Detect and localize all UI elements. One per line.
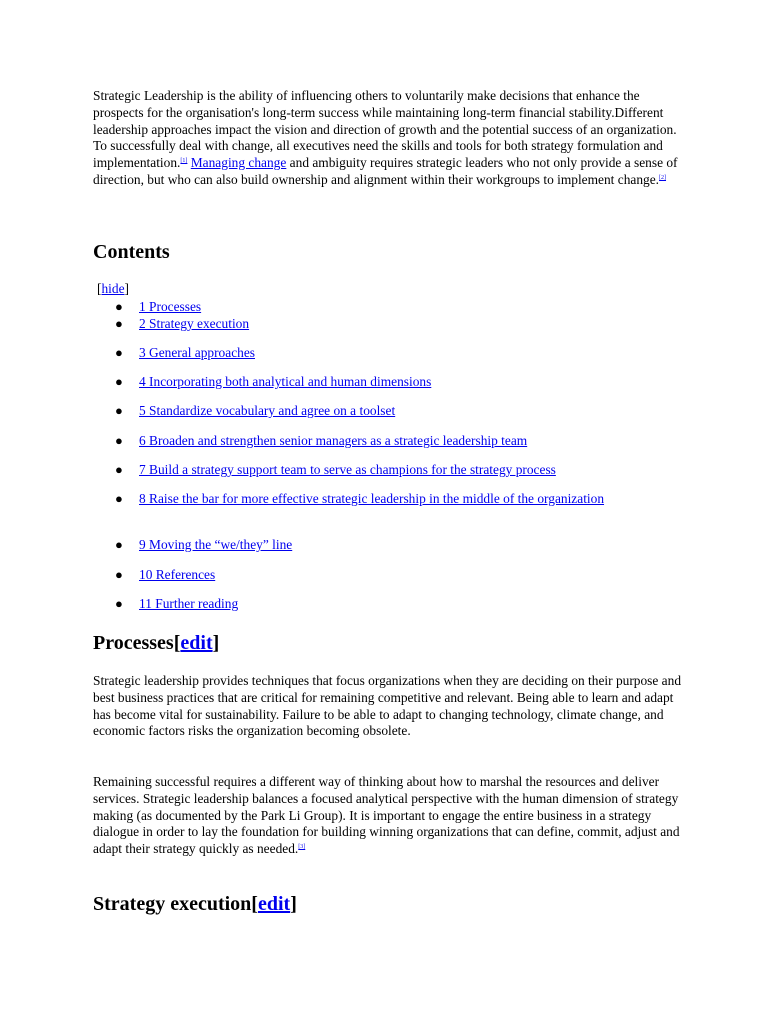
toc-link-7[interactable]: 7 Build a strategy support team to serve as champions for the strategy process (139, 462, 556, 477)
toc-item-1 (115, 298, 619, 315)
intro-text-1: Strategic Leadership is the ability of influencing others to voluntarily make decisions that enhance the prospects for the organisation's long-term success while maintaining long-term financial stability.Different leadership approaches impact the vision and direction of growth and the potential success of an organization. To successfully deal with change, all executives need the skills and tools for both strategy formulation and implementation. (93, 88, 677, 171)
toc-item-4 (115, 373, 619, 390)
citation-link-1[interactable]: [1] (180, 158, 188, 165)
bullet-icon: ● (115, 316, 123, 331)
bullet-icon: ● (115, 403, 123, 418)
toc-link-10[interactable]: 10 References (139, 567, 216, 582)
toc-item-10 (115, 566, 619, 583)
citation-link-3[interactable]: [3] (298, 844, 306, 851)
toc-link-2[interactable]: 2 Strategy execution (139, 316, 250, 331)
strategy-execution-title: Strategy execution (93, 893, 252, 915)
toc-link-4[interactable]: 4 Incorporating both analytical and human dimensions (139, 374, 432, 389)
bullet-icon: ● (115, 596, 123, 611)
contents-heading: Contents (93, 241, 170, 263)
toc-item-3 (115, 344, 619, 361)
toc-item-6 (115, 432, 619, 449)
bullet-icon: ● (115, 374, 123, 389)
toc-link-5[interactable]: 5 Standardize vocabulary and agree on a toolset (139, 403, 396, 418)
toc-link-8[interactable]: 8 Raise the bar for more effective strategic leadership in the middle of the organization (139, 491, 605, 506)
toc-link-1[interactable]: 1 Processes (139, 299, 202, 314)
toc-link-9[interactable]: 9 Moving the “we/they” line (139, 537, 293, 552)
processes-paragraph-2 (93, 774, 683, 858)
strategy-execution-edit-link[interactable]: edit (257, 893, 291, 915)
processes-paragraph-1: Strategic leadership provides techniques that focus organizations when they are deciding on their purpose and best business practices that are critical for remaining competitive and relevant. Being able to learn and adapt has become vital for sustainability. Failure to be able to adapt to changing technology, climate change, and economic factors risks the organization becoming obsolete. (93, 673, 682, 739)
bullet-icon: ● (115, 433, 123, 448)
managing-change-link[interactable]: Managing change (190, 155, 287, 171)
toc-link-11[interactable]: 11 Further reading (139, 596, 239, 611)
bullet-icon: ● (115, 491, 123, 506)
toc-item-2 (115, 315, 619, 332)
bullet-icon: ● (115, 567, 123, 582)
toc-toggle: [hide] (97, 281, 129, 296)
toc-hide-link[interactable]: hide (101, 281, 125, 296)
intro-text-2: and ambiguity requires strategic leaders who not only provide a sense of direction, but who can also build ownership and alignment within their workgroups to implement change. (93, 155, 678, 187)
toc-item-9 (115, 536, 619, 553)
strategy-execution-heading: Strategy execution[edit] (93, 893, 297, 915)
bullet-icon: ● (115, 299, 123, 314)
toc-item-7 (115, 461, 619, 478)
bullet-icon: ● (115, 537, 123, 552)
toc-item-5 (115, 402, 619, 419)
toc-link-6[interactable]: 6 Broaden and strengthen senior managers as a strategic leadership team (139, 433, 528, 448)
processes-paragraph-2-text: Remaining successful requires a different way of thinking about how to marshal the resources and deliver services. Strategic leadership balances a focused analytical perspective with the human dimension of strategy making (as documented by the Park Li Group). It is important to engage the entire business in a strategy dialogue in order to lay the foundation for building winning organizations that can define, commit, adjust and adapt their strategy quickly as needed. (93, 774, 680, 857)
toc-item-8 (115, 490, 619, 507)
bullet-icon: ● (115, 345, 123, 360)
intro-paragraph (93, 88, 683, 189)
processes-heading: Processes[edit] (93, 632, 220, 654)
processes-edit-link[interactable]: edit (180, 632, 213, 654)
citation-link-2[interactable]: [2] (659, 174, 667, 181)
toc-item-11 (115, 595, 619, 612)
toc-link-3[interactable]: 3 General approaches (139, 345, 255, 360)
processes-title: Processes (93, 632, 174, 654)
bullet-icon: ● (115, 462, 123, 477)
